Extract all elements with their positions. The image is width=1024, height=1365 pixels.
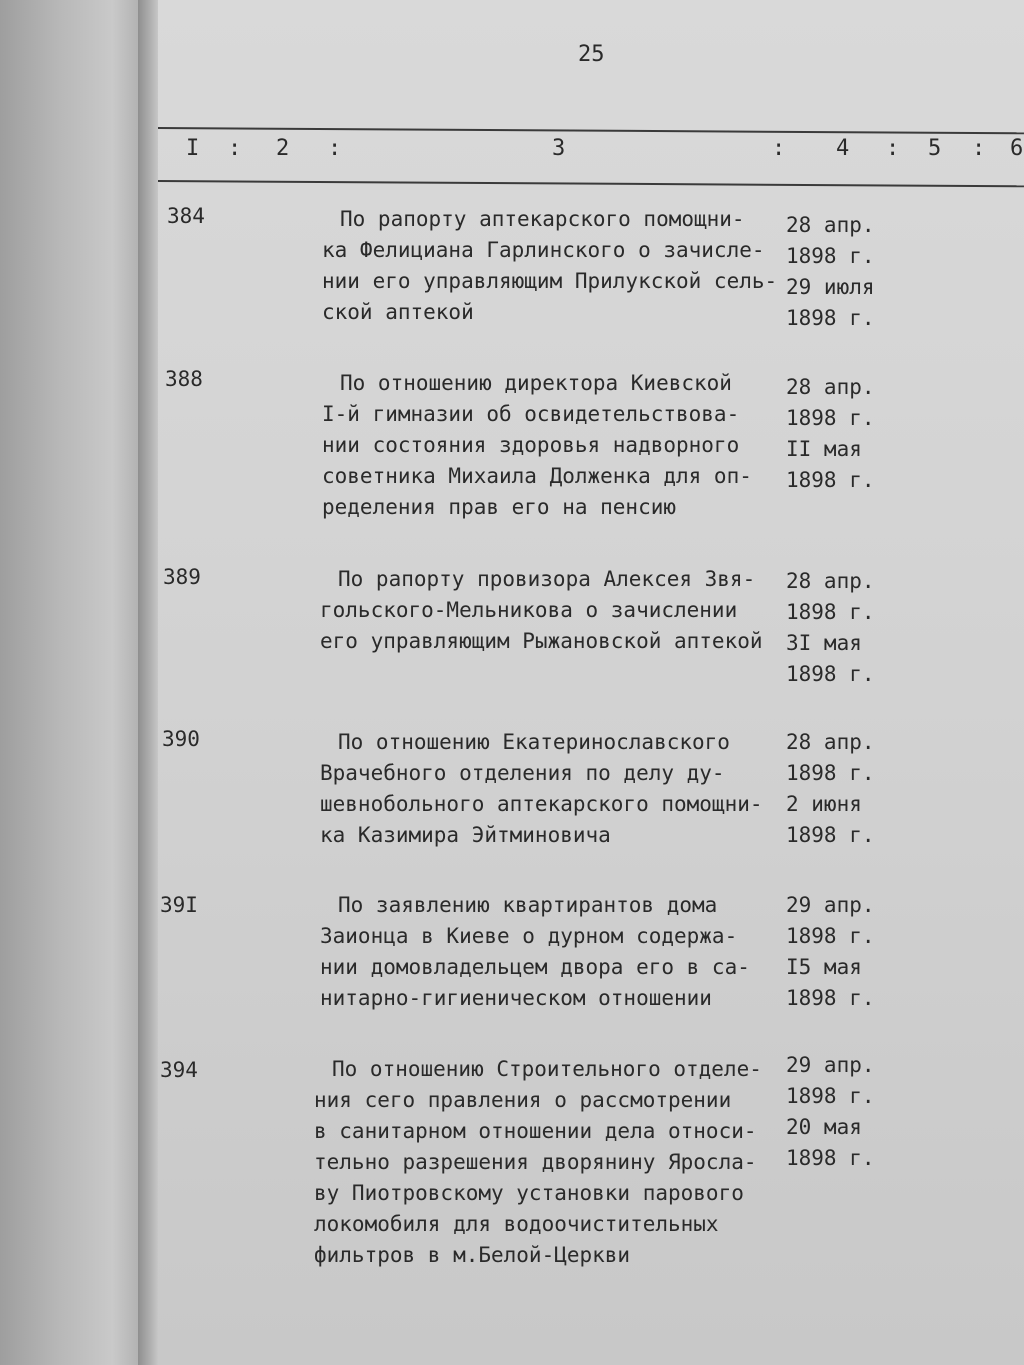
column-separator: : (886, 136, 900, 161)
column-separator: : (772, 136, 786, 161)
text-line: ния сего правления о рассмотрении (314, 1088, 732, 1112)
entry-dates (786, 210, 875, 334)
column-header-6: 6 (1010, 136, 1024, 161)
entry-description (322, 204, 777, 328)
entry-number: 390 (162, 727, 200, 751)
text-line: нитарно-гигиеническом отношении (320, 986, 712, 1010)
start-year: 1898 г. (786, 600, 875, 624)
column-header-4: 4 (836, 136, 850, 161)
start-date: 29 апр. (786, 1053, 875, 1077)
entry-number: 39I (160, 893, 198, 917)
start-date: 28 апр. (786, 730, 875, 754)
entry-dates (786, 566, 875, 690)
column-separator: : (328, 136, 342, 161)
start-year: 1898 г. (786, 1084, 875, 1108)
column-header-1: I (186, 136, 200, 161)
text-line: ской аптекой (322, 300, 474, 324)
text-line: По рапорту провизора Алексея Звя- (338, 567, 756, 591)
column-header-3: 3 (552, 136, 566, 161)
text-line: его управляющим Рыжановской аптекой (320, 629, 763, 653)
text-line: нии его управляющим Прилукской сель- (322, 269, 778, 293)
text-line: По отношению Екатеринославского (338, 730, 730, 754)
entry-number: 384 (167, 204, 205, 228)
end-date: I5 мая (786, 955, 862, 979)
text-line: ву Пиотровскому установки парового (314, 1181, 744, 1205)
text-line: тельно разрешения дворянину Яросла- (314, 1150, 757, 1174)
left-page-edge (0, 0, 150, 1365)
start-year: 1898 г. (786, 406, 875, 430)
end-date: 20 мая (786, 1115, 862, 1139)
end-date: 3I мая (786, 631, 862, 655)
end-year: 1898 г. (786, 468, 875, 492)
entry-description (320, 727, 763, 851)
end-year: 1898 г. (786, 1146, 875, 1170)
text-line: Заионца в Киеве о дурном содержа- (320, 924, 738, 948)
end-year: 1898 г. (786, 986, 875, 1010)
start-year: 1898 г. (786, 244, 875, 268)
column-separator: : (972, 136, 986, 161)
entry-number: 394 (160, 1058, 198, 1082)
text-line: По отношению директора Киевской (340, 371, 732, 395)
start-date: 28 апр. (786, 213, 875, 237)
entry-description (322, 368, 752, 523)
text-line: I-й гимназии об освидетельствова- (322, 402, 740, 426)
text-line: Врачебного отделения по делу ду- (320, 761, 725, 785)
column-separator: : (228, 136, 242, 161)
page-number: 25 (578, 42, 605, 67)
entry-description (320, 890, 750, 1014)
start-year: 1898 г. (786, 761, 875, 785)
start-year: 1898 г. (786, 924, 875, 948)
text-line: По рапорту аптекарского помощни- (340, 207, 745, 231)
text-line: гольского-Мельникова о зачислении (320, 598, 738, 622)
entry-description (320, 564, 763, 657)
column-header-5: 5 (928, 136, 942, 161)
end-date: II мая (786, 437, 862, 461)
text-line: ка Фелициана Гарлинского о зачисле- (322, 238, 765, 262)
entry-dates (786, 1050, 875, 1174)
text-line: ка Казимира Эйтминовича (320, 823, 611, 847)
text-line: нии состояния здоровья надворного (322, 433, 740, 457)
end-date: 2 июня (786, 792, 862, 816)
column-header-2: 2 (276, 136, 290, 161)
text-line: По заявлению квартирантов дома (338, 893, 718, 917)
entry-dates (786, 727, 875, 851)
text-line: ределения прав его на пенсию (322, 495, 677, 519)
start-date: 28 апр. (786, 375, 875, 399)
entry-description (314, 1054, 762, 1271)
entry-number: 389 (163, 565, 201, 589)
end-year: 1898 г. (786, 823, 875, 847)
text-line: фильтров в м.Белой-Церкви (314, 1243, 631, 1267)
end-date: 29 июля (786, 275, 875, 299)
end-year: 1898 г. (786, 662, 875, 686)
entry-dates (786, 890, 875, 1014)
book-gutter (138, 0, 160, 1365)
start-date: 28 апр. (786, 569, 875, 593)
text-line: локомобиля для водоочистительных (314, 1212, 719, 1236)
text-line: нии домовладельцем двора его в са- (320, 955, 750, 979)
text-line: По отношению Строительного отделе- (332, 1057, 762, 1081)
entry-number: 388 (165, 367, 203, 391)
text-line: шевнобольного аптекарского помощни- (320, 792, 763, 816)
end-year: 1898 г. (786, 306, 875, 330)
start-date: 29 апр. (786, 893, 875, 917)
entry-dates (786, 372, 875, 496)
text-line: в санитарном отношении дела относи- (314, 1119, 757, 1143)
text-line: советника Михаила Долженка для оп- (322, 464, 752, 488)
